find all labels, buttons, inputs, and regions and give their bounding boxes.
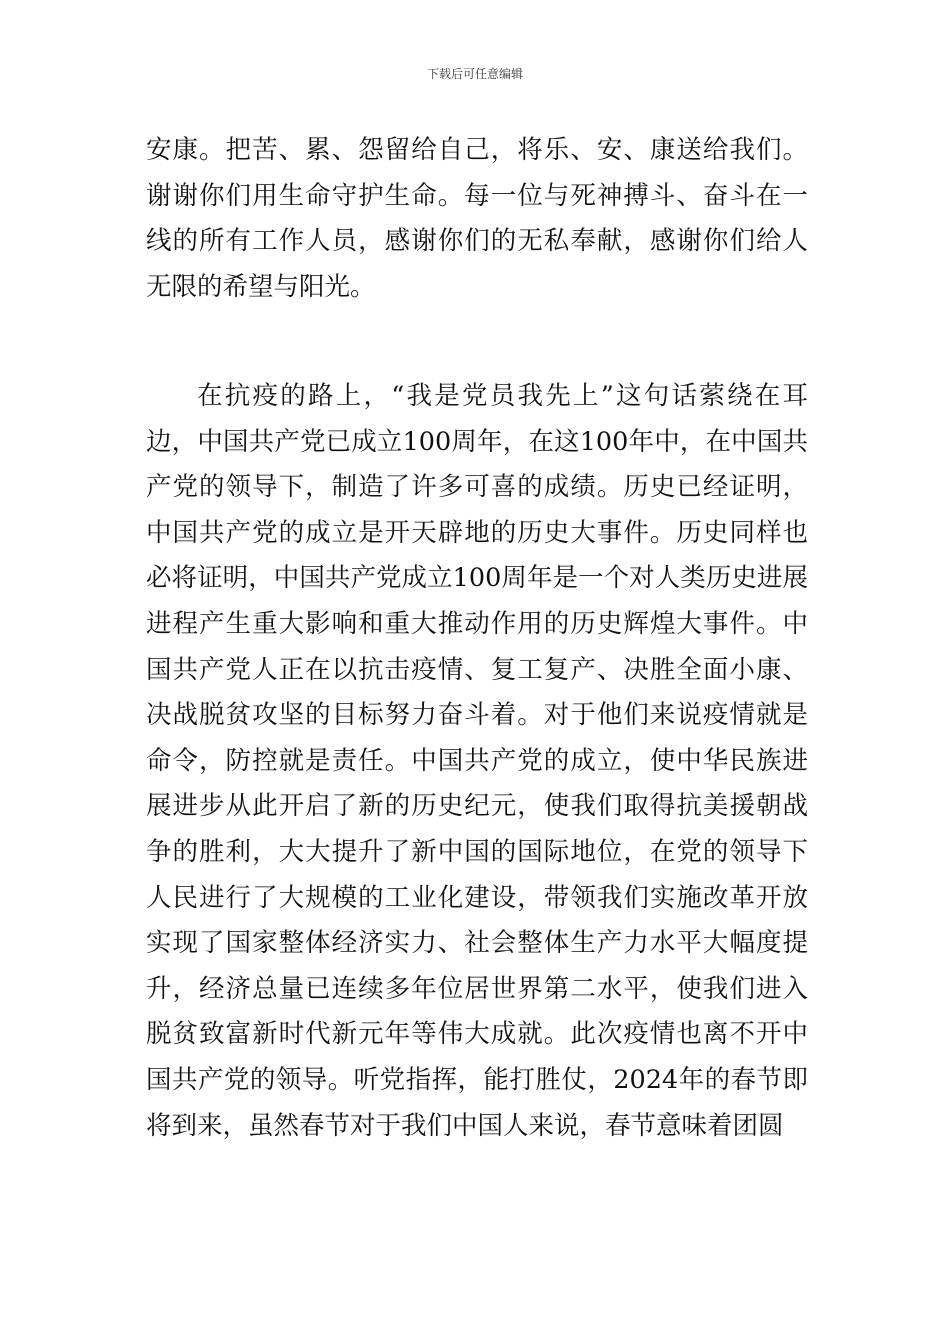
body-paragraph-2: 在抗疫的路上，“我是党员我先上”这句话萦绕在耳边，中国共产党已成立100周年，在这100年中，在中国共产党的领导下，制造了许多可喜的成绩。历史已经证明，中国共产党的成立是开天辟地的历史大事件。历史同样也必将证明，中国共产党成立100周年是一个对人类历史进展进程产生重大影响和重大推动作用的历史辉煌大事件。中国共产党人正在以抗击疫情、复工复产、决胜全面小康、决战脱贫攻坚的目标努力奋斗着。对于他们来说疫情就是命令，防控就是责任。中国共产党的成立，使中华民族进展进步从此开启了新的历史纪元，使我们取得抗美援朝战争的胜利，大大提升了新中国的国际地位，在党的领导下人民进行了大规模的工业化建设，带领我们实施改革开放实现了国家整体经济实力、社会整体生产力水平大幅度提升，经济总量已连续多年位居世界第二水平，使我们进入脱贫致富新时代新元年等伟大成就。此次疫情也离不开中国共产党的领导。听党指挥，能打胜仗，2024年的春节即将到来，虽然春节对于我们中国人来说，春节意味着团圆 bbox=[146, 381, 808, 1141]
page-header-note: 下载后可任意编辑 bbox=[426, 67, 523, 81]
body-paragraph-1: 安康。把苦、累、怨留给自己，将乐、安、康送给我们。谢谢你们用生命守护生命。每一位与死神搏斗、奋斗在一线的所有工作人员，感谢你们的无私奉献，感谢你们给人无限的希望与阳光。 bbox=[146, 135, 808, 302]
